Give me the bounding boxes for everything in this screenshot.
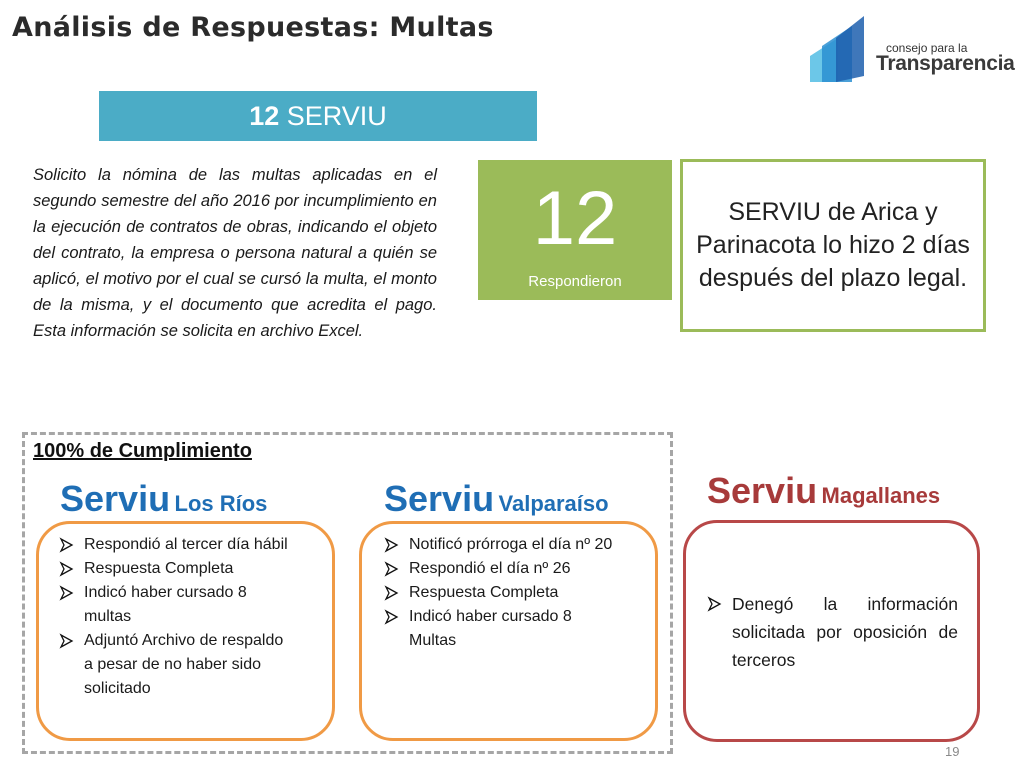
section-header xyxy=(99,91,537,141)
card-title-sub: Magallanes xyxy=(821,483,941,508)
responses-box xyxy=(478,160,672,300)
list-item xyxy=(706,590,958,674)
card-title-main: Serviu xyxy=(384,478,495,519)
list-item-text: Respondió al tercer día hábil xyxy=(84,536,288,553)
arrow-bullet-icon xyxy=(58,533,76,557)
section-header-number: 12 xyxy=(249,101,280,131)
logo-text-big: Transparencia xyxy=(876,52,1015,75)
note-box xyxy=(680,159,986,332)
arrow-bullet-icon xyxy=(383,605,401,629)
page-title: Análisis de Respuestas: Multas xyxy=(12,12,494,43)
card-title-sub: Valparaíso xyxy=(498,491,609,516)
note-text: SERVIU de Arica y Parinacota lo hizo 2 días después del plazo legal. xyxy=(696,198,970,292)
card-title-main: Serviu xyxy=(60,478,171,519)
card-title-valparaiso xyxy=(384,478,609,520)
responses-count: 12 xyxy=(532,176,618,261)
list-item xyxy=(58,557,288,581)
list-magallanes xyxy=(706,590,958,674)
request-text: Solicito la nómina de las multas aplicadas en el segundo semestre del año 2016 por incumplimiento en la ejecución de contratos de obras, indicando el objeto del contrato, la empresa o persona natural a quién se aplicó, el motivo por el cual se cursó la multa, el monto de la misma, y el documento que acredita el pago. Esta información se solicita en archivo Excel. xyxy=(33,166,437,340)
arrow-bullet-icon xyxy=(383,581,401,605)
list-item-text: Indicó haber cursado 8 multas xyxy=(84,584,247,625)
list-item-text: Respuesta Completa xyxy=(84,560,234,577)
list-item xyxy=(383,557,613,581)
list-item-text: Adjuntó Archivo de respaldo a pesar de no haber sido solicitado xyxy=(84,632,284,697)
list-valparaiso xyxy=(383,533,613,653)
logo-text-small: consejo para la xyxy=(886,41,968,55)
responses-label: Respondieron xyxy=(528,273,622,290)
card-title-magallanes xyxy=(707,470,940,512)
list-item-text: Notificó prórroga el día nº 20 xyxy=(409,536,613,553)
arrow-bullet-icon xyxy=(58,557,76,581)
card-title-los-rios xyxy=(60,478,267,520)
list-item xyxy=(58,533,288,557)
section-header-label: SERVIU xyxy=(286,101,387,131)
list-item xyxy=(383,605,613,653)
list-item-text: Denegó la información solicitada por oposición de terceros xyxy=(732,594,958,670)
card-title-main: Serviu xyxy=(707,470,818,511)
page-number: 19 xyxy=(945,744,960,759)
list-item-text: Respuesta Completa xyxy=(409,584,559,601)
list-item-text: Respondió el día nº 26 xyxy=(409,560,571,577)
compliance-label: 100% de Cumplimiento xyxy=(33,440,252,462)
list-item xyxy=(58,581,288,629)
arrow-bullet-icon xyxy=(706,590,724,618)
arrow-bullet-icon xyxy=(58,629,76,653)
list-item xyxy=(383,533,613,557)
arrow-bullet-icon xyxy=(58,581,76,605)
arrow-bullet-icon xyxy=(383,533,401,557)
card-title-sub: Los Ríos xyxy=(174,491,268,516)
arrow-bullet-icon xyxy=(383,557,401,581)
list-item xyxy=(58,629,288,701)
list-los-rios xyxy=(58,533,288,701)
list-item xyxy=(383,581,613,605)
list-item-text: Indicó haber cursado 8 Multas xyxy=(409,608,572,649)
